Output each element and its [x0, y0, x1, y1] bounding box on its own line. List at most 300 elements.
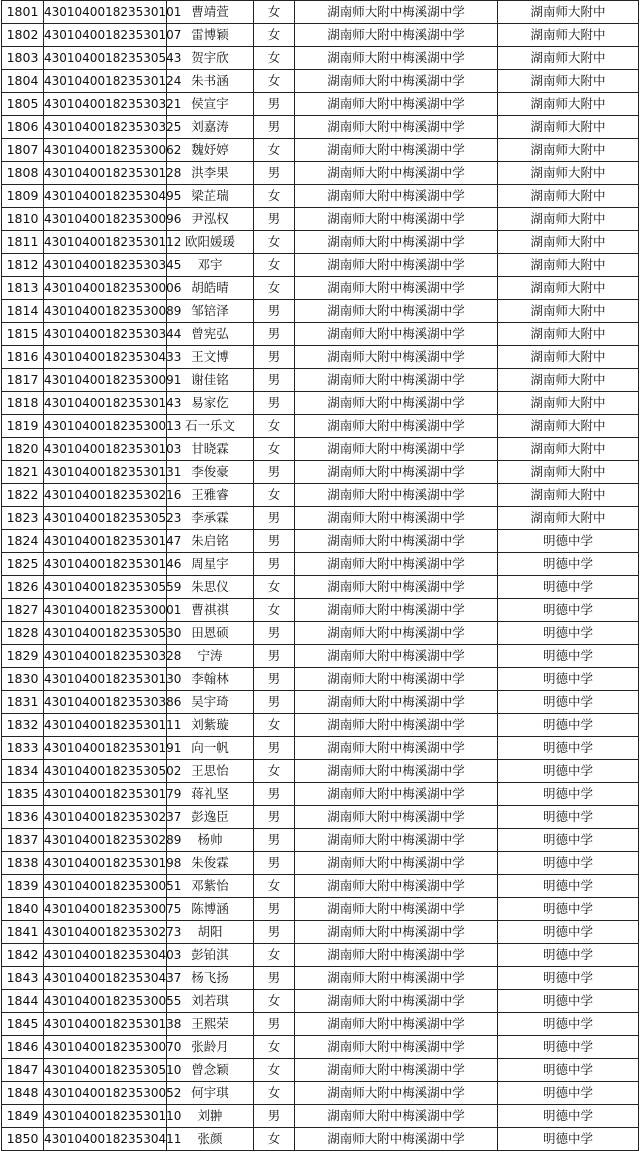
name-cell: 尹泓权 [167, 208, 254, 231]
gender-cell: 女 [254, 875, 295, 898]
target-school-cell: 湖南师大附中 [498, 162, 639, 185]
table-row [2, 668, 639, 691]
id-cell: 430104001823530502 [44, 760, 167, 783]
school-cell: 湖南师大附中梅溪湖中学 [295, 139, 498, 162]
seq-cell: 1801 [2, 1, 44, 24]
gender-cell: 女 [254, 760, 295, 783]
gender-cell: 男 [254, 507, 295, 530]
table-row [2, 300, 639, 323]
table-row [2, 231, 639, 254]
seq-cell: 1843 [2, 967, 44, 990]
gender-cell: 男 [254, 461, 295, 484]
id-cell: 430104001823530089 [44, 300, 167, 323]
seq-cell: 1842 [2, 944, 44, 967]
gender-cell: 女 [254, 231, 295, 254]
seq-cell: 1822 [2, 484, 44, 507]
seq-cell: 1804 [2, 70, 44, 93]
school-cell: 湖南师大附中梅溪湖中学 [295, 300, 498, 323]
target-school-cell: 明德中学 [498, 806, 639, 829]
school-cell: 湖南师大附中梅溪湖中学 [295, 530, 498, 553]
target-school-cell: 湖南师大附中 [498, 231, 639, 254]
gender-cell: 女 [254, 1059, 295, 1082]
seq-cell: 1840 [2, 898, 44, 921]
name-cell: 杨帅 [167, 829, 254, 852]
id-cell: 430104001823530328 [44, 645, 167, 668]
name-cell: 易家仡 [167, 392, 254, 415]
gender-cell: 男 [254, 852, 295, 875]
school-cell: 湖南师大附中梅溪湖中学 [295, 162, 498, 185]
school-cell: 湖南师大附中梅溪湖中学 [295, 461, 498, 484]
target-school-cell: 明德中学 [498, 622, 639, 645]
gender-cell: 男 [254, 921, 295, 944]
gender-cell: 女 [254, 70, 295, 93]
target-school-cell: 湖南师大附中 [498, 70, 639, 93]
target-school-cell: 明德中学 [498, 737, 639, 760]
id-cell: 430104001823530055 [44, 990, 167, 1013]
table-row [2, 346, 639, 369]
name-cell: 朱书涵 [167, 70, 254, 93]
gender-cell: 女 [254, 254, 295, 277]
id-cell: 430104001823530146 [44, 553, 167, 576]
id-cell: 430104001823530128 [44, 162, 167, 185]
school-cell: 湖南师大附中梅溪湖中学 [295, 392, 498, 415]
id-cell: 430104001823530530 [44, 622, 167, 645]
school-cell: 湖南师大附中梅溪湖中学 [295, 852, 498, 875]
table-row [2, 921, 639, 944]
table-row [2, 783, 639, 806]
target-school-cell: 湖南师大附中 [498, 346, 639, 369]
id-cell: 430104001823530143 [44, 392, 167, 415]
seq-cell: 1826 [2, 576, 44, 599]
table-row [2, 576, 639, 599]
table-row [2, 70, 639, 93]
school-cell: 湖南师大附中梅溪湖中学 [295, 1059, 498, 1082]
gender-cell: 女 [254, 185, 295, 208]
seq-cell: 1819 [2, 415, 44, 438]
id-cell: 430104001823530216 [44, 484, 167, 507]
name-cell: 雷博颖 [167, 24, 254, 47]
school-cell: 湖南师大附中梅溪湖中学 [295, 622, 498, 645]
target-school-cell: 湖南师大附中 [498, 369, 639, 392]
target-school-cell: 明德中学 [498, 553, 639, 576]
name-cell: 朱俊霖 [167, 852, 254, 875]
id-cell: 430104001823530344 [44, 323, 167, 346]
name-cell: 梁芷瑞 [167, 185, 254, 208]
seq-cell: 1809 [2, 185, 44, 208]
target-school-cell: 湖南师大附中 [498, 484, 639, 507]
name-cell: 胡阳 [167, 921, 254, 944]
gender-cell: 女 [254, 1128, 295, 1151]
gender-cell: 男 [254, 1013, 295, 1036]
table-row [2, 93, 639, 116]
seq-cell: 1831 [2, 691, 44, 714]
target-school-cell: 明德中学 [498, 599, 639, 622]
name-cell: 陈博涵 [167, 898, 254, 921]
table-row [2, 392, 639, 415]
name-cell: 曹靖萱 [167, 1, 254, 24]
id-cell: 430104001823530062 [44, 139, 167, 162]
id-cell: 430104001823530101 [44, 1, 167, 24]
seq-cell: 1807 [2, 139, 44, 162]
table-row [2, 1, 639, 24]
name-cell: 邓紫怡 [167, 875, 254, 898]
table-row [2, 1082, 639, 1105]
target-school-cell: 湖南师大附中 [498, 93, 639, 116]
target-school-cell: 湖南师大附中 [498, 300, 639, 323]
school-cell: 湖南师大附中梅溪湖中学 [295, 898, 498, 921]
table-row [2, 622, 639, 645]
name-cell: 石一乐文 [167, 415, 254, 438]
id-cell: 430104001823530110 [44, 1105, 167, 1128]
seq-cell: 1825 [2, 553, 44, 576]
id-cell: 430104001823530052 [44, 1082, 167, 1105]
gender-cell: 女 [254, 47, 295, 70]
gender-cell: 女 [254, 1, 295, 24]
name-cell: 曾念颖 [167, 1059, 254, 1082]
table-row [2, 507, 639, 530]
school-cell: 湖南师大附中梅溪湖中学 [295, 208, 498, 231]
target-school-cell: 明德中学 [498, 875, 639, 898]
seq-cell: 1830 [2, 668, 44, 691]
seq-cell: 1847 [2, 1059, 44, 1082]
name-cell: 王思怡 [167, 760, 254, 783]
name-cell: 刘翀 [167, 1105, 254, 1128]
target-school-cell: 湖南师大附中 [498, 277, 639, 300]
table-row [2, 185, 639, 208]
name-cell: 曹祺祺 [167, 599, 254, 622]
school-cell: 湖南师大附中梅溪湖中学 [295, 783, 498, 806]
id-cell: 430104001823530321 [44, 93, 167, 116]
name-cell: 谢佳铭 [167, 369, 254, 392]
school-cell: 湖南师大附中梅溪湖中学 [295, 346, 498, 369]
target-school-cell: 湖南师大附中 [498, 47, 639, 70]
id-cell: 430104001823530543 [44, 47, 167, 70]
school-cell: 湖南师大附中梅溪湖中学 [295, 507, 498, 530]
table-row [2, 139, 639, 162]
name-cell: 彭铂淇 [167, 944, 254, 967]
id-cell: 430104001823530001 [44, 599, 167, 622]
school-cell: 湖南师大附中梅溪湖中学 [295, 760, 498, 783]
id-cell: 430104001823530559 [44, 576, 167, 599]
school-cell: 湖南师大附中梅溪湖中学 [295, 415, 498, 438]
gender-cell: 男 [254, 967, 295, 990]
id-cell: 430104001823530495 [44, 185, 167, 208]
school-cell: 湖南师大附中梅溪湖中学 [295, 93, 498, 116]
gender-cell: 男 [254, 323, 295, 346]
name-cell: 邹锫泽 [167, 300, 254, 323]
table-row [2, 553, 639, 576]
gender-cell: 男 [254, 668, 295, 691]
table-row [2, 484, 639, 507]
id-cell: 430104001823530510 [44, 1059, 167, 1082]
id-cell: 430104001823530403 [44, 944, 167, 967]
gender-cell: 男 [254, 116, 295, 139]
id-cell: 430104001823530198 [44, 852, 167, 875]
table-row [2, 162, 639, 185]
gender-cell: 女 [254, 714, 295, 737]
id-cell: 430104001823530289 [44, 829, 167, 852]
school-cell: 湖南师大附中梅溪湖中学 [295, 70, 498, 93]
gender-cell: 男 [254, 553, 295, 576]
school-cell: 湖南师大附中梅溪湖中学 [295, 737, 498, 760]
target-school-cell: 明德中学 [498, 1059, 639, 1082]
gender-cell: 女 [254, 944, 295, 967]
school-cell: 湖南师大附中梅溪湖中学 [295, 967, 498, 990]
name-cell: 洪李果 [167, 162, 254, 185]
name-cell: 张龄月 [167, 1036, 254, 1059]
table-row [2, 277, 639, 300]
id-cell: 430104001823530112 [44, 231, 167, 254]
target-school-cell: 湖南师大附中 [498, 438, 639, 461]
id-cell: 430104001823530051 [44, 875, 167, 898]
school-cell: 湖南师大附中梅溪湖中学 [295, 806, 498, 829]
gender-cell: 男 [254, 898, 295, 921]
name-cell: 彭逸臣 [167, 806, 254, 829]
gender-cell: 男 [254, 1105, 295, 1128]
name-cell: 田恩硕 [167, 622, 254, 645]
target-school-cell: 湖南师大附中 [498, 415, 639, 438]
target-school-cell: 湖南师大附中 [498, 116, 639, 139]
table-row [2, 323, 639, 346]
target-school-cell: 明德中学 [498, 990, 639, 1013]
id-cell: 430104001823530096 [44, 208, 167, 231]
table-row [2, 47, 639, 70]
name-cell: 刘嘉涛 [167, 116, 254, 139]
name-cell: 刘若琪 [167, 990, 254, 1013]
name-cell: 蒋礼坚 [167, 783, 254, 806]
seq-cell: 1848 [2, 1082, 44, 1105]
target-school-cell: 明德中学 [498, 921, 639, 944]
id-cell: 430104001823530138 [44, 1013, 167, 1036]
gender-cell: 女 [254, 484, 295, 507]
name-cell: 杨飞扬 [167, 967, 254, 990]
target-school-cell: 明德中学 [498, 852, 639, 875]
name-cell: 胡皓晴 [167, 277, 254, 300]
seq-cell: 1817 [2, 369, 44, 392]
id-cell: 430104001823530345 [44, 254, 167, 277]
seq-cell: 1818 [2, 392, 44, 415]
seq-cell: 1823 [2, 507, 44, 530]
id-cell: 430104001823530006 [44, 277, 167, 300]
school-cell: 湖南师大附中梅溪湖中学 [295, 438, 498, 461]
id-cell: 430104001823530124 [44, 70, 167, 93]
seq-cell: 1808 [2, 162, 44, 185]
table-row [2, 967, 639, 990]
name-cell: 王熙荣 [167, 1013, 254, 1036]
gender-cell: 女 [254, 990, 295, 1013]
id-cell: 430104001823530013 [44, 415, 167, 438]
seq-cell: 1811 [2, 231, 44, 254]
target-school-cell: 明德中学 [498, 1105, 639, 1128]
gender-cell: 男 [254, 392, 295, 415]
seq-cell: 1829 [2, 645, 44, 668]
gender-cell: 男 [254, 737, 295, 760]
school-cell: 湖南师大附中梅溪湖中学 [295, 1105, 498, 1128]
student-table [1, 0, 639, 1151]
name-cell: 李承霖 [167, 507, 254, 530]
table-row [2, 1059, 639, 1082]
target-school-cell: 明德中学 [498, 576, 639, 599]
id-cell: 430104001823530179 [44, 783, 167, 806]
id-cell: 430104001823530107 [44, 24, 167, 47]
id-cell: 430104001823530070 [44, 1036, 167, 1059]
table-row [2, 944, 639, 967]
target-school-cell: 湖南师大附中 [498, 208, 639, 231]
target-school-cell: 湖南师大附中 [498, 254, 639, 277]
seq-cell: 1820 [2, 438, 44, 461]
school-cell: 湖南师大附中梅溪湖中学 [295, 484, 498, 507]
seq-cell: 1810 [2, 208, 44, 231]
school-cell: 湖南师大附中梅溪湖中学 [295, 714, 498, 737]
gender-cell: 女 [254, 24, 295, 47]
gender-cell: 女 [254, 438, 295, 461]
table-row [2, 599, 639, 622]
name-cell: 曾宪弘 [167, 323, 254, 346]
table-row [2, 369, 639, 392]
id-cell: 430104001823530523 [44, 507, 167, 530]
target-school-cell: 明德中学 [498, 944, 639, 967]
target-school-cell: 明德中学 [498, 645, 639, 668]
target-school-cell: 明德中学 [498, 967, 639, 990]
table-row [2, 254, 639, 277]
school-cell: 湖南师大附中梅溪湖中学 [295, 1082, 498, 1105]
table-row [2, 24, 639, 47]
school-cell: 湖南师大附中梅溪湖中学 [295, 254, 498, 277]
school-cell: 湖南师大附中梅溪湖中学 [295, 369, 498, 392]
gender-cell: 男 [254, 530, 295, 553]
school-cell: 湖南师大附中梅溪湖中学 [295, 829, 498, 852]
school-cell: 湖南师大附中梅溪湖中学 [295, 691, 498, 714]
table-row [2, 1105, 639, 1128]
id-cell: 430104001823530237 [44, 806, 167, 829]
target-school-cell: 明德中学 [498, 714, 639, 737]
school-cell: 湖南师大附中梅溪湖中学 [295, 599, 498, 622]
id-cell: 430104001823530111 [44, 714, 167, 737]
seq-cell: 1824 [2, 530, 44, 553]
seq-cell: 1802 [2, 24, 44, 47]
id-cell: 430104001823530386 [44, 691, 167, 714]
school-cell: 湖南师大附中梅溪湖中学 [295, 1036, 498, 1059]
id-cell: 430104001823530325 [44, 116, 167, 139]
school-cell: 湖南师大附中梅溪湖中学 [295, 323, 498, 346]
gender-cell: 男 [254, 691, 295, 714]
id-cell: 430104001823530075 [44, 898, 167, 921]
target-school-cell: 湖南师大附中 [498, 139, 639, 162]
target-school-cell: 明德中学 [498, 760, 639, 783]
name-cell: 贺宇欣 [167, 47, 254, 70]
name-cell: 侯宣宇 [167, 93, 254, 116]
school-cell: 湖南师大附中梅溪湖中学 [295, 1128, 498, 1151]
id-cell: 430104001823530433 [44, 346, 167, 369]
target-school-cell: 明德中学 [498, 1082, 639, 1105]
id-cell: 430104001823530091 [44, 369, 167, 392]
target-school-cell: 湖南师大附中 [498, 323, 639, 346]
seq-cell: 1805 [2, 93, 44, 116]
name-cell: 朱思仪 [167, 576, 254, 599]
target-school-cell: 明德中学 [498, 668, 639, 691]
table-row [2, 415, 639, 438]
id-cell: 430104001823530437 [44, 967, 167, 990]
target-school-cell: 明德中学 [498, 691, 639, 714]
id-cell: 430104001823530147 [44, 530, 167, 553]
school-cell: 湖南师大附中梅溪湖中学 [295, 576, 498, 599]
target-school-cell: 明德中学 [498, 1013, 639, 1036]
name-cell: 何宇琪 [167, 1082, 254, 1105]
seq-cell: 1803 [2, 47, 44, 70]
seq-cell: 1844 [2, 990, 44, 1013]
gender-cell: 男 [254, 645, 295, 668]
school-cell: 湖南师大附中梅溪湖中学 [295, 24, 498, 47]
table-row [2, 461, 639, 484]
table-row [2, 116, 639, 139]
seq-cell: 1836 [2, 806, 44, 829]
table-row [2, 1013, 639, 1036]
table-row [2, 852, 639, 875]
target-school-cell: 明德中学 [498, 530, 639, 553]
gender-cell: 女 [254, 576, 295, 599]
name-cell: 甘晓霖 [167, 438, 254, 461]
target-school-cell: 湖南师大附中 [498, 392, 639, 415]
table-row [2, 691, 639, 714]
school-cell: 湖南师大附中梅溪湖中学 [295, 921, 498, 944]
seq-cell: 1839 [2, 875, 44, 898]
gender-cell: 男 [254, 162, 295, 185]
school-cell: 湖南师大附中梅溪湖中学 [295, 1, 498, 24]
gender-cell: 男 [254, 369, 295, 392]
school-cell: 湖南师大附中梅溪湖中学 [295, 645, 498, 668]
school-cell: 湖南师大附中梅溪湖中学 [295, 231, 498, 254]
school-cell: 湖南师大附中梅溪湖中学 [295, 875, 498, 898]
gender-cell: 女 [254, 415, 295, 438]
school-cell: 湖南师大附中梅溪湖中学 [295, 185, 498, 208]
table-row [2, 1036, 639, 1059]
name-cell: 周星宇 [167, 553, 254, 576]
id-cell: 430104001823530273 [44, 921, 167, 944]
name-cell: 魏妤婷 [167, 139, 254, 162]
seq-cell: 1850 [2, 1128, 44, 1151]
table-row [2, 760, 639, 783]
gender-cell: 女 [254, 1082, 295, 1105]
id-cell: 430104001823530411 [44, 1128, 167, 1151]
name-cell: 吴宇琦 [167, 691, 254, 714]
table-row [2, 806, 639, 829]
name-cell: 李翰林 [167, 668, 254, 691]
seq-cell: 1832 [2, 714, 44, 737]
student-table-body [2, 1, 639, 1151]
id-cell: 430104001823530191 [44, 737, 167, 760]
gender-cell: 男 [254, 829, 295, 852]
seq-cell: 1846 [2, 1036, 44, 1059]
name-cell: 朱启铭 [167, 530, 254, 553]
seq-cell: 1845 [2, 1013, 44, 1036]
target-school-cell: 明德中学 [498, 829, 639, 852]
table-row [2, 438, 639, 461]
target-school-cell: 明德中学 [498, 898, 639, 921]
gender-cell: 男 [254, 93, 295, 116]
seq-cell: 1821 [2, 461, 44, 484]
table-row [2, 530, 639, 553]
table-row [2, 714, 639, 737]
school-cell: 湖南师大附中梅溪湖中学 [295, 1013, 498, 1036]
name-cell: 欧阳媛瑗 [167, 231, 254, 254]
id-cell: 430104001823530131 [44, 461, 167, 484]
school-cell: 湖南师大附中梅溪湖中学 [295, 277, 498, 300]
target-school-cell: 湖南师大附中 [498, 185, 639, 208]
seq-cell: 1813 [2, 277, 44, 300]
table-row [2, 898, 639, 921]
seq-cell: 1835 [2, 783, 44, 806]
seq-cell: 1812 [2, 254, 44, 277]
